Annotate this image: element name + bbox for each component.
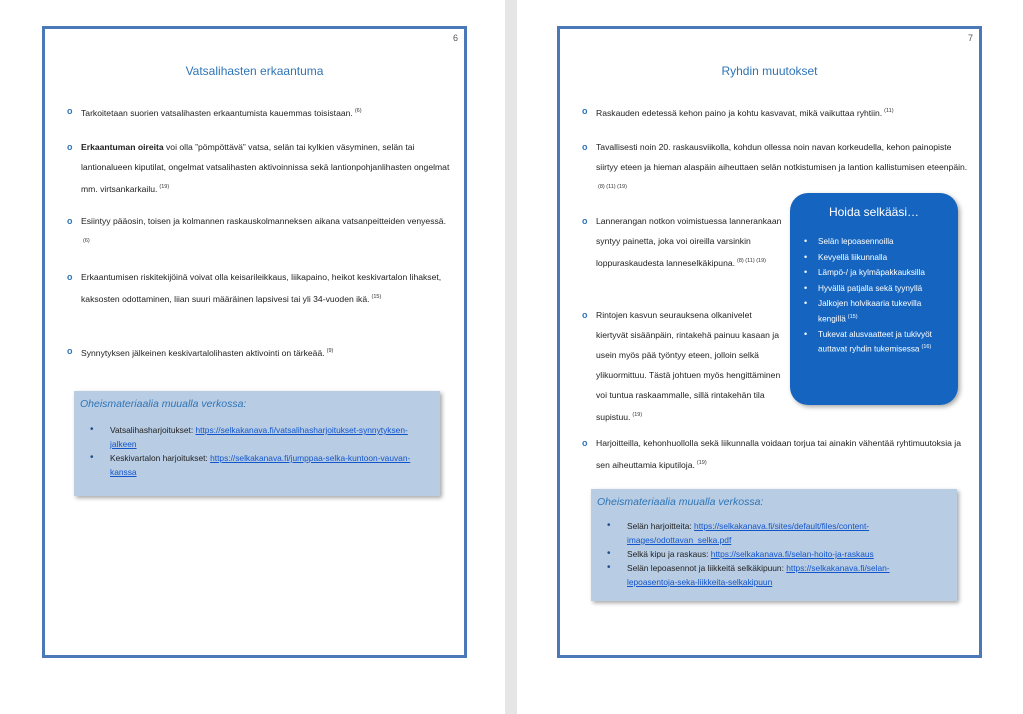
page-number: 7 <box>967 33 973 43</box>
item-ref: (9) <box>326 348 334 354</box>
item-text: Erkaantumisen riskitekijöinä voivat olla keisarileikkaus, liikapaino, heikot keskivartalon lihakset, kaksosten odottaminen, liian suuri määräinen lapsivesi tai yli 34-vuoden ikä. <box>81 272 442 304</box>
resources-links <box>90 423 420 479</box>
resource-label: Selkä kipu ja raskaus: <box>627 549 711 559</box>
resources-box <box>74 391 440 496</box>
list-item <box>582 305 784 427</box>
resource-label: Vatsalihasharjoitukset: <box>110 425 196 435</box>
bullet-icon: • <box>804 298 808 308</box>
item-text: Harjoitteilla, kehonhuollolla sekä liikunnalla voidaan torjua tai ainakin vähentää ryhtimuutoksia ja sen aiheuttamia kiputiloja. <box>596 438 961 470</box>
list-item <box>67 101 453 123</box>
list-item <box>67 137 453 199</box>
item-text: Raskauden edetessä kehon paino ja kohtu kasvavat, mikä vaikuttaa ryhtiin. <box>596 107 883 118</box>
bullet-icon: o <box>582 438 588 448</box>
page-title: Ryhdin muutokset <box>721 64 818 78</box>
resource-link[interactable]: https://selkakanava.fi/vatsalihasharjoitukset-synnytyksen-jalkeen <box>110 425 408 449</box>
tip-text: Selän lepoasennoilla <box>818 237 894 246</box>
resource-link[interactable]: https://selkakanava.fi/jumppaa-selka-kuntoon-vauvan-kanssa <box>110 453 411 477</box>
bullet-icon: o <box>67 272 73 282</box>
page-border <box>557 26 982 658</box>
bullet-icon: o <box>582 142 588 152</box>
item-ref: (6) <box>354 108 362 114</box>
page-title: Vatsalihasten erkaantuma <box>185 64 324 78</box>
tip-item <box>804 328 946 357</box>
bullet-icon: • <box>607 562 611 573</box>
tip-text: Hyvällä patjalla sekä tyynyllä <box>818 283 923 293</box>
bullet-icon: • <box>90 452 94 463</box>
item-text: Tarkoitetaan suorien vatsalihasten erkaantumista kauemmas toisistaan. <box>81 107 353 118</box>
resource-label: Keskivartalon harjoitukset: <box>110 453 211 463</box>
item-ref: (19) <box>696 460 707 466</box>
bullet-icon: • <box>607 548 611 559</box>
resources-links <box>607 519 937 589</box>
bullet-icon: • <box>607 520 611 531</box>
tip-text: Lämpö-/ ja kylmäpakkauksilla <box>818 268 925 277</box>
item-ref: (15) <box>371 294 382 300</box>
resource-link[interactable]: https://selkakanava.fi/sites/default/files/content-images/odottavan_selka.pdf <box>627 521 870 545</box>
item-ref: (19) <box>159 184 170 190</box>
bullet-icon: o <box>582 106 588 116</box>
bullet-icon: • <box>804 282 808 293</box>
resource-item <box>607 547 937 561</box>
bullet-icon: o <box>67 142 73 152</box>
item-text: Tavallisesti noin 20. raskausviikolla, kohdun ollessa noin navan korkeudella, kehon painopiste siirtyy eteen ja hieman alaspäin aiheuttaen selän notkistumisen ja lantion kallistumisen eteenpäin. <box>596 142 968 172</box>
list-item <box>67 211 453 253</box>
page-number: 6 <box>452 33 458 43</box>
item-text: Esiintyy pääosin, toisen ja kolmannen raskauskolmanneksen aikana vatsanpeitteiden venyessä. <box>81 216 446 226</box>
tip-item <box>804 235 946 249</box>
bullet-icon: o <box>582 216 588 226</box>
tips-list <box>804 235 946 358</box>
tips-title: Hoida selkääsi… <box>828 205 920 219</box>
item-text: Rintojen kasvun seurauksena olkanivelet kiertyvät sisäänpäin, rintakehä painuu kasaan ja usein myös pää työntyy eteen, jolloin selkä ylikuormittuu. Tästä johtuen myös hengittäminen voi tuntua raskaammalle, sillä rintakehän tila supistuu. <box>596 310 781 422</box>
tip-text: Jalkojen holvikaaria tukevilla kengillä <box>818 299 922 324</box>
bullet-icon: o <box>67 216 73 226</box>
item-bold: Erkaantuman oireita <box>81 142 164 152</box>
page-7 <box>517 0 1023 714</box>
bullet-icon: • <box>804 267 808 277</box>
tip-ref: (15) <box>847 313 858 320</box>
item-text: voi olla ”pömpöttävä” vatsa, selän tai kylkien väsyminen, selän tai lantionalueen kiputilat, ongelmat vatsalihasten aktivoinnissa sekä lantionpohjanlihasten ongelmat mm. virtsankarkailu. <box>81 142 450 194</box>
resource-label: Selän lepoasennot ja liikkeitä selkäkipuun: <box>627 563 787 573</box>
list-item <box>67 341 453 363</box>
resource-label: Selän harjoitteita: <box>627 521 695 531</box>
resources-box <box>591 489 957 601</box>
list-item <box>582 101 968 123</box>
page-6 <box>0 0 505 714</box>
bullet-icon: • <box>804 251 808 262</box>
bullet-icon: • <box>804 236 808 246</box>
item-ref: (8) (11) (19) <box>737 258 766 264</box>
tip-text: Kevyellä liikunnalla <box>818 252 888 262</box>
page-border <box>42 26 467 658</box>
tip-item <box>804 297 946 326</box>
tip-item <box>804 266 946 280</box>
bullet-icon: • <box>90 424 94 435</box>
item-ref: (8) (11) (19) <box>598 184 627 190</box>
list-item <box>67 267 453 309</box>
list-item <box>582 137 968 199</box>
bullet-icon: • <box>804 328 808 339</box>
bullet-icon: o <box>67 346 73 356</box>
resource-item <box>90 451 420 479</box>
list-item <box>582 211 784 273</box>
resources-title: Oheismateriaalia muualla verkossa: <box>80 398 247 410</box>
tip-text: Tukevat alusvaatteet ja tukivyöt auttavat ryhdin tukemisessa <box>818 329 932 354</box>
tip-ref: (16) <box>921 344 932 351</box>
resources-title: Oheismateriaalia muualla verkossa: <box>597 496 764 508</box>
item-ref: (6) <box>83 238 90 244</box>
tip-item <box>804 251 946 265</box>
item-text: Synnytyksen jälkeinen keskivartalolihasten aktivointi on tärkeää. <box>81 347 325 358</box>
item-ref: (11) <box>884 108 894 114</box>
resource-link[interactable]: https://selkakanava.fi/selan-lepoasentoja-seka-liikkeita-selkakipuun <box>627 563 890 587</box>
tips-box <box>790 193 958 405</box>
bullet-icon: o <box>67 106 73 116</box>
bullet-icon: o <box>582 310 588 320</box>
resource-link[interactable]: https://selkakanava.fi/selan-hoito-ja-raskaus <box>710 549 874 559</box>
item-ref: (19) <box>632 412 643 418</box>
item-text: Lannerangan notkon voimistuessa lannerankaan syntyy painetta, joka voi oireilla varsinkin loppuraskaudesta lanneselkäkipuna. <box>596 216 782 268</box>
tip-item <box>804 282 946 296</box>
list-item <box>582 433 968 475</box>
resource-item <box>607 561 937 589</box>
resource-item <box>90 423 420 451</box>
resource-item <box>607 519 937 547</box>
